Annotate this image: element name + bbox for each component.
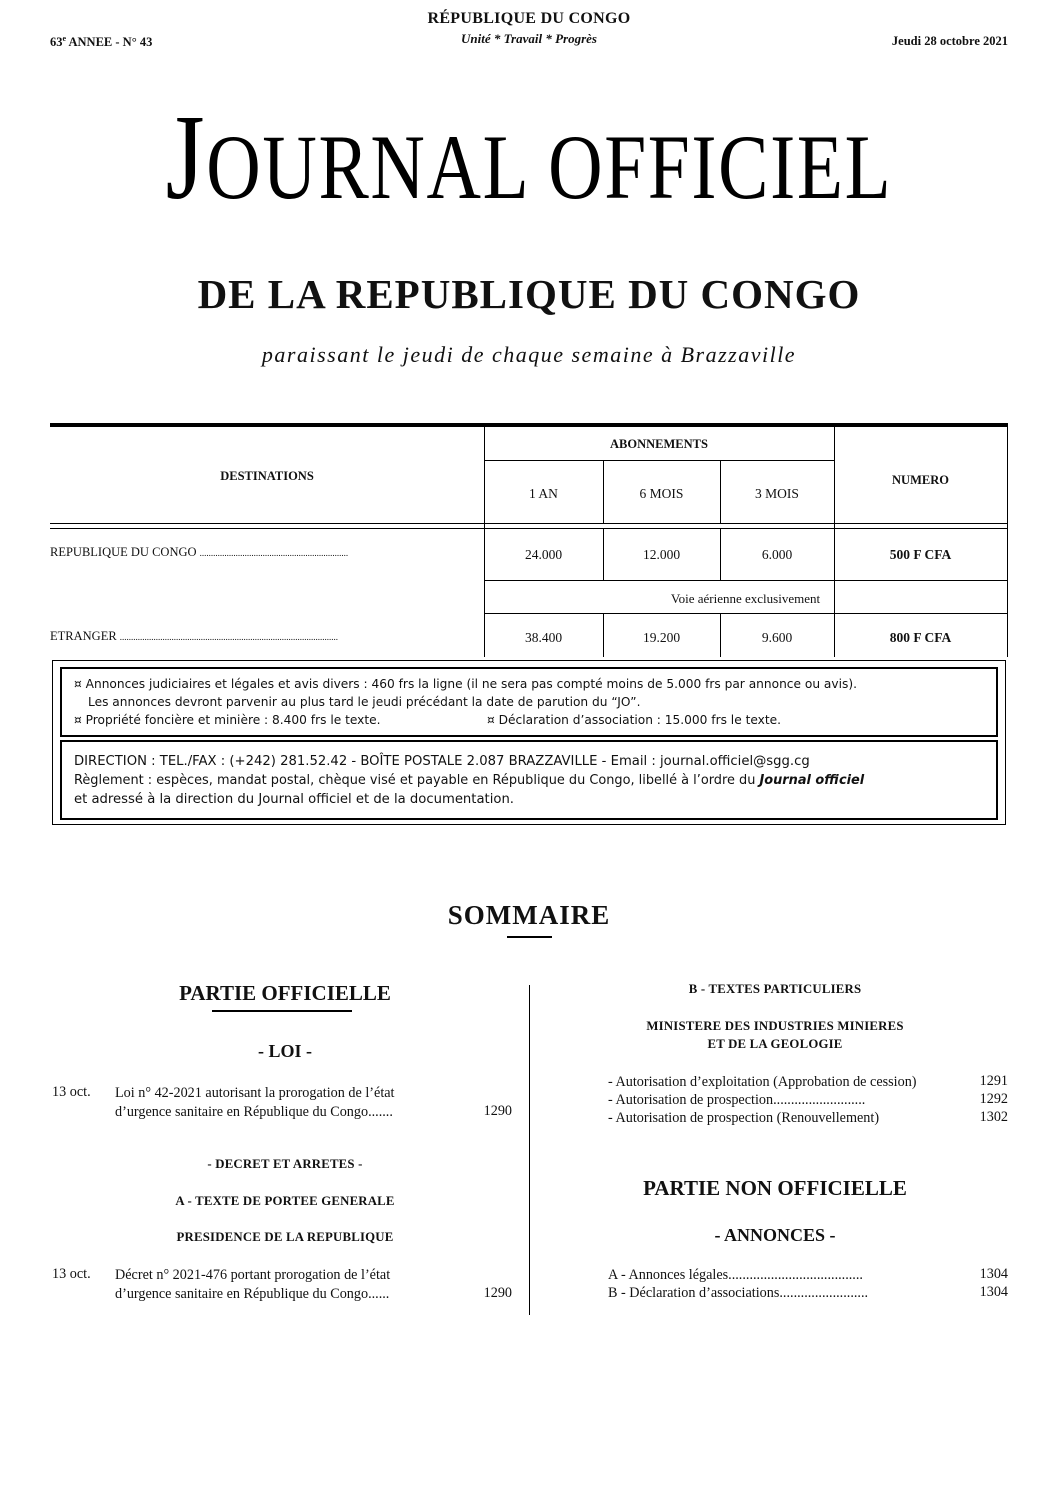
numero-price: 500 F CFA (889, 547, 952, 562)
decret-entry-text: Décret n° 2021-476 portant prorogation de l’état d’urgence sanitaire en République du Congo...... (115, 1267, 391, 1302)
list-item: - Autorisation de prospection (Renouvellement) (608, 1110, 880, 1126)
annonces-title: - ANNONCES - (714, 1225, 836, 1245)
table-row-destination: ETRANGER ................................................................................................. (50, 629, 339, 643)
entry-page: 1292 (979, 1091, 1008, 1107)
country-name: RÉPUBLIQUE DU CONGO (427, 10, 631, 27)
duration-1an: 1 AN (529, 486, 558, 501)
partie-officielle-title: PARTIE OFFICIELLE (179, 981, 391, 1005)
duration-3mois: 3 MOIS (755, 486, 799, 501)
table-header-rule (50, 523, 1008, 529)
table-hline (484, 460, 834, 461)
duration-6mois: 6 MOIS (639, 486, 684, 501)
journal-subtitle: DE LA REPUBLIQUE DU CONGO (197, 271, 861, 317)
list-item: B - Déclaration d’associations......................... (608, 1285, 869, 1301)
publication-periodicity: paraissant le jeudi de chaque semaine à Brazzaville (261, 342, 797, 367)
air-mail-note: Voie aérienne exclusivement (670, 591, 821, 606)
table-hline (484, 580, 1007, 581)
sommaire-underline (507, 936, 552, 938)
payment-terms: Règlement : espèces, mandat postal, chèque visé et payable en République du Congo, libellé à l’ordre du Journal officiel (74, 773, 865, 788)
entry-page: 1290 (483, 1103, 512, 1119)
numero-header: NUMERO (892, 473, 949, 487)
textes-particuliers-title: B - TEXTES PARTICULIERS (688, 982, 862, 996)
entry-date: 13 oct. (52, 1266, 91, 1282)
abonnements-header: ABONNEMENTS (610, 437, 708, 451)
entry-date: 13 oct. (52, 1084, 91, 1100)
table-vline (1007, 427, 1008, 657)
direction-box (60, 740, 998, 820)
presidence-title: PRESIDENCE DE LA REPUBLIQUE (176, 1230, 394, 1244)
issue-date: Jeudi 28 octobre 2021 (891, 34, 1008, 48)
notice-line: ¤ Annonces judiciaires et légales et avis divers : 460 frs la ligne (il ne sera pas compté moins de 5.000 frs par annonce ou avis). (74, 677, 857, 691)
list-item: A - Annonces légales...................................... (608, 1267, 863, 1283)
notice-line: ¤ Déclaration d’association : 15.000 frs le texte. (487, 713, 781, 727)
column-divider (529, 985, 530, 1315)
price-cell: 12.000 (642, 547, 681, 562)
journal-title: JOURNAL OFFICIEL (165, 90, 893, 225)
texte-portee-generale-title: A - TEXTE DE PORTEE GENERALE (175, 1194, 395, 1208)
price-cell: 6.000 (761, 547, 793, 562)
direction-contact: DIRECTION : TEL./FAX : (+242) 281.52.42 - BOÎTE POSTALE 2.087 BRAZZAVILLE - Email : journal.officiel@sgg.cg (74, 754, 810, 769)
price-cell: 24.000 (524, 547, 563, 562)
entry-page: 1291 (979, 1073, 1008, 1089)
price-cell: 19.200 (642, 630, 681, 645)
entry-page: 1290 (483, 1285, 512, 1301)
issue-number: 63e ANNEE - N° 43 (50, 34, 153, 50)
table-vline (834, 427, 835, 657)
ministere-title-line2: ET DE LA GEOLOGIE (707, 1037, 843, 1051)
numero-price: 800 F CFA (889, 630, 952, 645)
table-top-rule (50, 423, 1008, 427)
table-row-destination: REPUBLIQUE DU CONGO .................................................................. (50, 545, 349, 559)
partie-non-officielle-title: PARTIE NON OFFICIELLE (643, 1176, 907, 1200)
price-cell: 38.400 (524, 630, 563, 645)
loi-entry-text: Loi n° 42-2021 autorisant la prorogation de l’état d’urgence sanitaire en République du Congo....... (115, 1085, 395, 1120)
entry-page: 1304 (979, 1284, 1008, 1300)
destinations-header: DESTINATIONS (220, 469, 314, 483)
decret-arretes-title: - DECRET ET ARRETES - (207, 1157, 363, 1171)
table-hline (484, 613, 1007, 614)
table-vline (484, 427, 485, 657)
section-underline (212, 1010, 352, 1012)
loi-title: - LOI - (258, 1041, 312, 1061)
notice-line: ¤ Propriété foncière et minière : 8.400 frs le texte. (74, 713, 381, 727)
list-item: - Autorisation de prospection.......................... (608, 1092, 866, 1108)
sommaire-title: SOMMAIRE (447, 900, 611, 930)
national-motto: Unité * Travail * Progrès (460, 31, 597, 46)
entry-page: 1304 (979, 1266, 1008, 1282)
payment-address: et adressé à la direction du Journal officiel et de la documentation. (74, 792, 514, 807)
ministere-title-line1: MINISTERE DES INDUSTRIES MINIERES (646, 1019, 904, 1033)
entry-page: 1302 (979, 1109, 1008, 1125)
notice-line: Les annonces devront parvenir au plus tard le jeudi précédant la date de parution du “JO”. (88, 695, 641, 709)
price-cell: 9.600 (761, 630, 793, 645)
tariff-notice-box (60, 667, 998, 737)
list-item: - Autorisation d’exploitation (Approbation de cession) (608, 1074, 917, 1090)
